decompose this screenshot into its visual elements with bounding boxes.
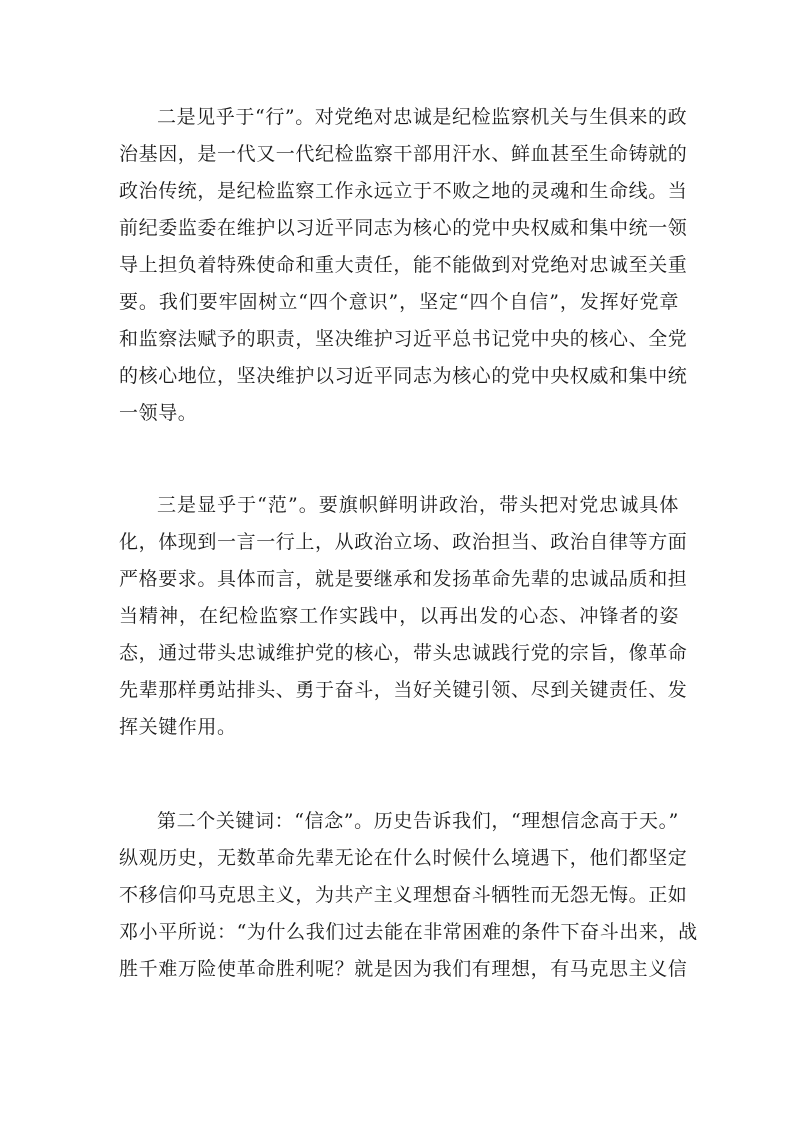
text-line: 当精神，在纪检监察工作实践中，以再出发的心态、冲锋者的姿: [119, 605, 679, 627]
text-line: 和监察法赋予的职责，坚决维护习近平总书记党中央的核心、全党: [119, 328, 688, 350]
text-line: 治基因，是一代又一代纪检监察干部用汗水、鲜血甚至生命铸就的: [119, 143, 688, 165]
paragraph-loyalty-action: [119, 99, 688, 432]
text-line: 导上担负着特殊使命和重大责任，能不能做到对党绝对忠诚至关重: [119, 254, 688, 276]
text-line: 挥关键作用。: [119, 716, 237, 738]
text-line: 要。我们要牢固树立“四个意识”，坚定“四个自信”，发挥好党章: [119, 291, 679, 313]
text-line: 政治传统，是纪检监察工作永远立于不败之地的灵魂和生命线。当: [119, 180, 688, 202]
text-line: 前纪委监委在维护以习近平同志为核心的党中央权威和集中统一领: [119, 217, 688, 239]
text-line: 第二个关键词：“信念”。历史告诉我们，“理想信念高于天。”: [157, 810, 679, 832]
text-line: 一领导。: [119, 402, 198, 424]
text-line: 二是见乎于“行”。对党绝对忠诚是纪检监察机关与生俱来的政: [157, 106, 688, 128]
text-line: 化，体现到一言一行上，从政治立场、政治担当、政治自律等方面: [119, 531, 688, 553]
text-line: 三是显乎于“范”。要旗帜鲜明讲政治，带头把对党忠诚具体: [157, 494, 679, 516]
text-line: 先辈那样勇站排头、勇于奋斗，当好关键引领、尽到关键责任、发: [119, 679, 688, 701]
paragraph-loyalty-example: [119, 487, 688, 746]
text-line: 邓小平所说：“为什么我们过去能在非常困难的条件下奋斗出来，战: [119, 921, 698, 943]
text-line: 纵观历史，无数革命先辈无论在什么时候什么境遇下，他们都坚定: [119, 847, 688, 869]
text-line: 严格要求。具体而言，就是要继承和发扬革命先辈的忠诚品质和担: [119, 568, 688, 590]
text-line: 态，通过带头忠诚维护党的核心，带头忠诚践行党的宗旨，像革命: [119, 642, 688, 664]
paragraph-keyword-belief: [119, 803, 698, 988]
text-line: 不移信仰马克思主义，为共产主义理想奋斗牺牲而无怨无悔。正如: [119, 884, 688, 906]
text-line: 的核心地位，坚决维护以习近平同志为核心的党中央权威和集中统: [119, 365, 688, 387]
text-line: 胜千难万险使革命胜利呢？就是因为我们有理想，有马克思主义信: [119, 958, 688, 980]
